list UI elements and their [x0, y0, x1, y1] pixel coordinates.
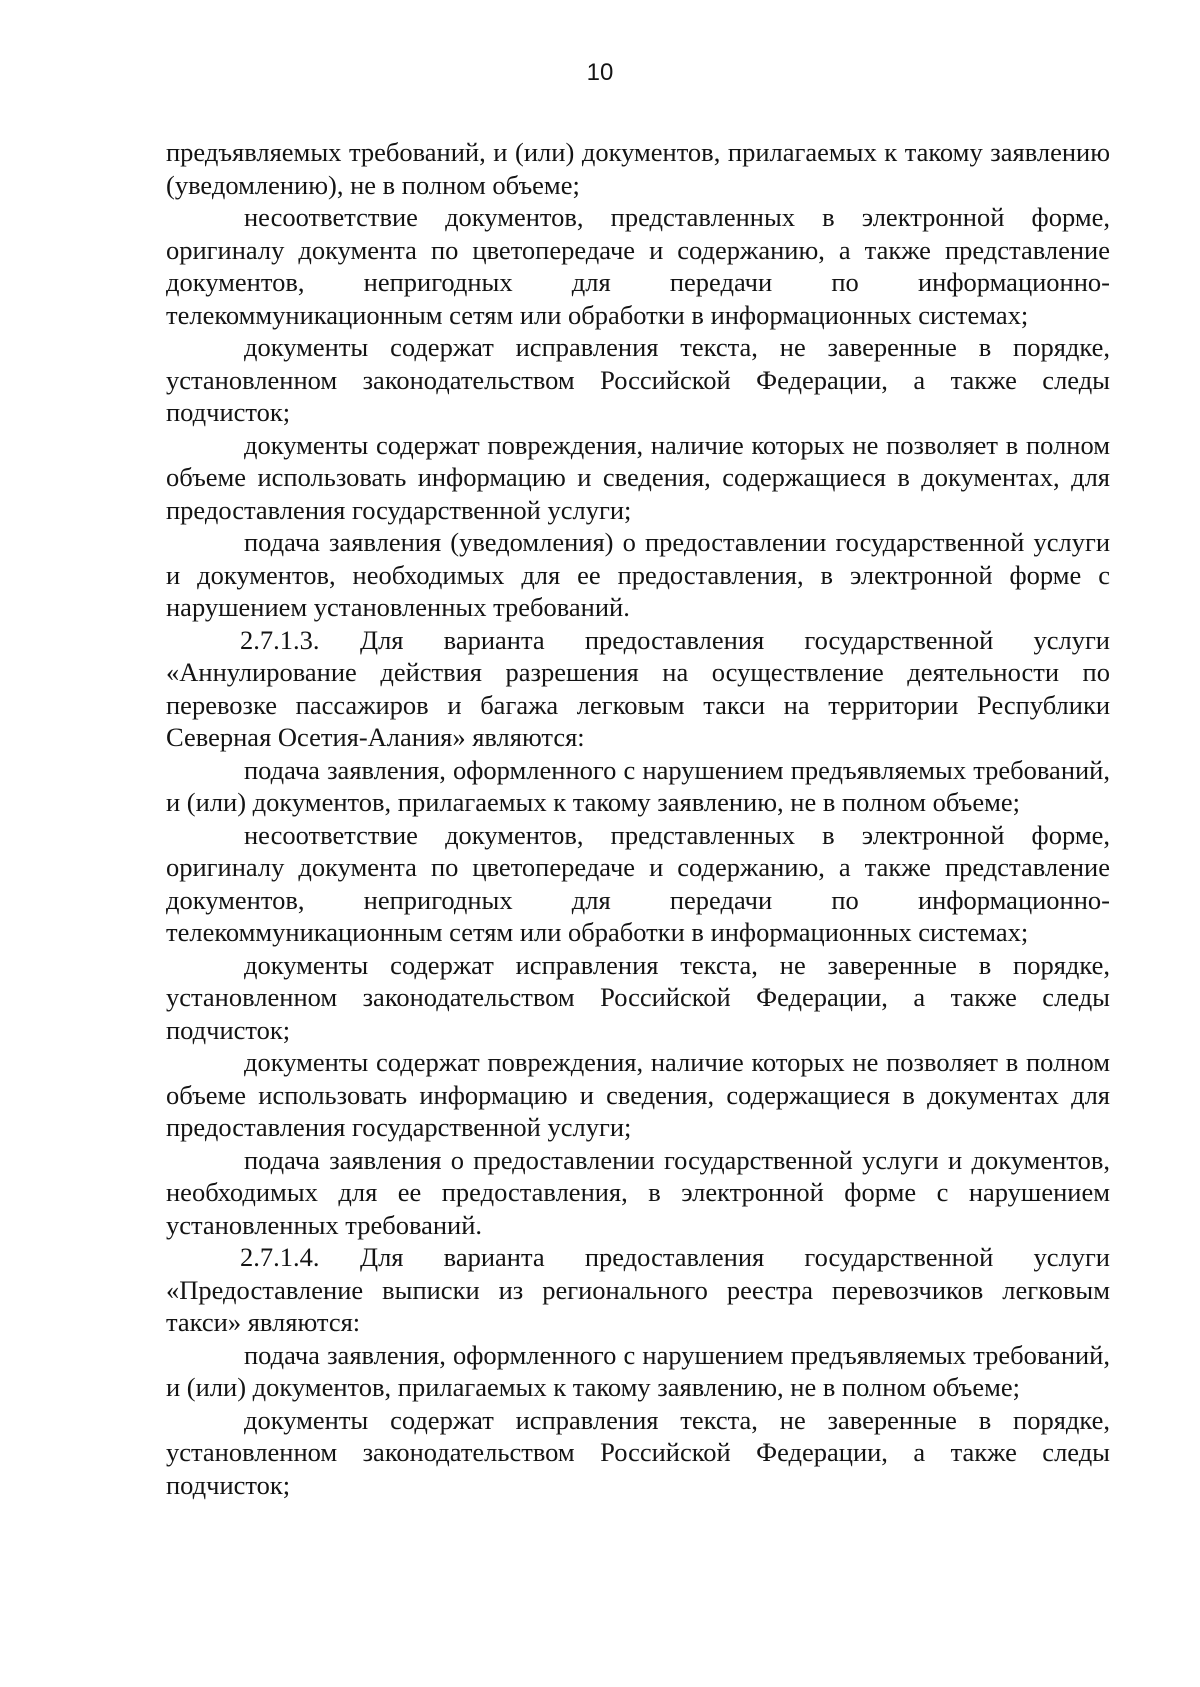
clause-paragraph	[166, 1241, 1110, 1339]
clause-number: 2.7.1.3.	[240, 624, 320, 655]
document-body	[166, 136, 1110, 1501]
page-number: 10	[586, 59, 614, 86]
clause-text: Для варианта предоставления государственной услуги «Аннулирование действия разрешения на осуществление деятельности по перевозке пассажиров и багажа легковым такси на территории Республики Северная Осетия-Алания» являются:	[166, 624, 1110, 752]
clause-paragraph	[166, 624, 1110, 754]
paragraph: документы содержат исправления текста, не заверенные в порядке, установленном законодательством Российской Федерации, а также следы подчисток;	[166, 949, 1110, 1045]
paragraph: подача заявления, оформленного с нарушением предъявляемых требований, и (или) документов, прилагаемых к такому заявлению, не в полном объеме;	[166, 1339, 1110, 1402]
paragraph-continuation: предъявляемых требований, и (или) документов, прилагаемых к такому заявлению (уведомлению), не в полном объеме;	[166, 137, 1110, 200]
paragraph: документы содержат повреждения, наличие которых не позволяет в полном объеме использовать информацию и сведения, содержащиеся в документах для предоставления государственной услуги;	[166, 1047, 1110, 1142]
paragraph: несоответствие документов, представленных в электронной форме, оригиналу документа по цветопередаче и содержанию, а также представление документов, непригодных для передачи по информационно-телекоммуникационным сетям или обработки в информационных системах;	[166, 202, 1110, 330]
paragraph: документы содержат исправления текста, не заверенные в порядке, установленном законодательством Российской Федерации, а также следы подчисток;	[166, 332, 1110, 427]
paragraph: подача заявления (уведомления) о предоставлении государственной услуги и документов, необходимых для ее предоставления, в электронной форме с нарушением установленных требований.	[166, 527, 1110, 622]
paragraph: документы содержат исправления текста, не заверенные в порядке, установленном законодательством Российской Федерации, а также следы подчисток;	[166, 1404, 1110, 1500]
clause-number: 2.7.1.4.	[240, 1242, 320, 1272]
paragraph: документы содержат повреждения, наличие которых не позволяет в полном объеме использовать информацию и сведения, содержащиеся в документах, для предоставления государственной услуги;	[166, 429, 1110, 525]
paragraph: несоответствие документов, представленных в электронной форме, оригиналу документа по цветопередаче и содержанию, а также представление документов, непригодных для передачи по информационно-телекоммуникационным сетям или обработки в информационных системах;	[166, 819, 1110, 947]
paragraph: подача заявления о предоставлении государственной услуги и документов, необходимых для ее предоставления, в электронной форме с нарушением установленных требований.	[166, 1144, 1110, 1240]
paragraph: подача заявления, оформленного с нарушением предъявляемых требований, и (или) документов, прилагаемых к такому заявлению, не в полном объеме;	[166, 754, 1110, 817]
clause-text: Для варианта предоставления государственной услуги «Предоставление выписки из регионального реестра перевозчиков легковым такси» являются:	[166, 1242, 1110, 1337]
